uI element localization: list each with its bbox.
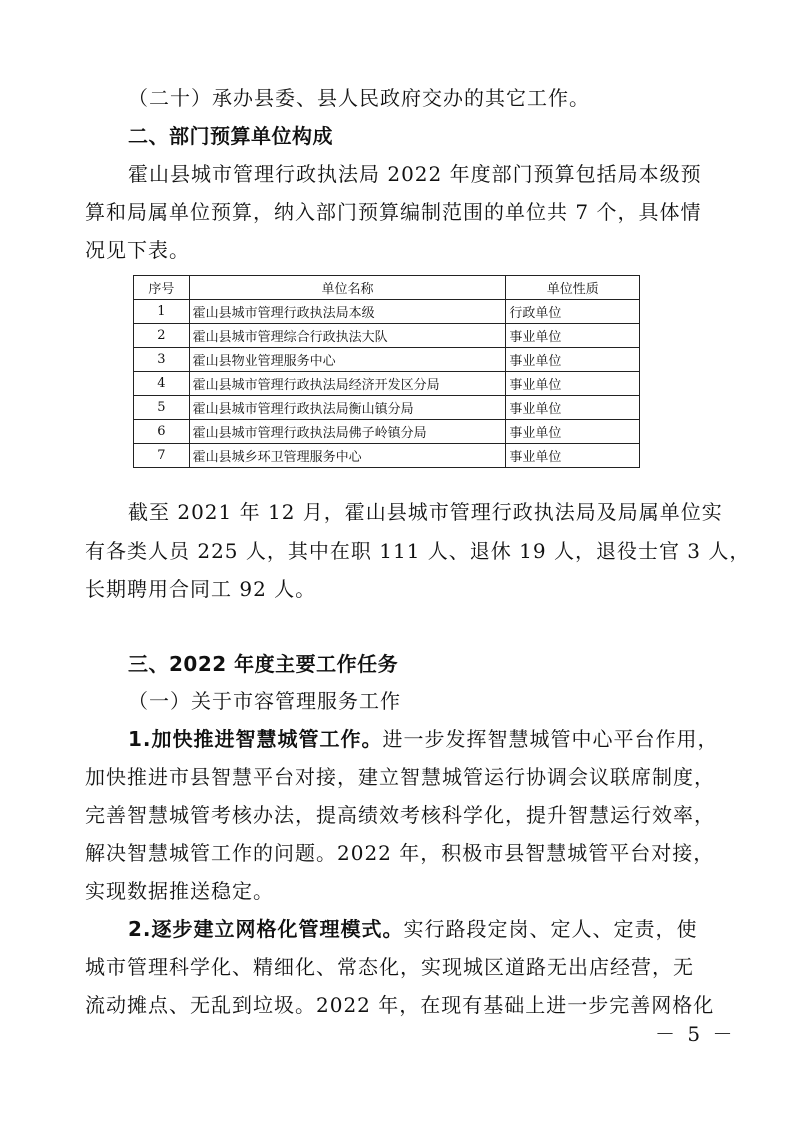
row-number: 7 (134, 444, 190, 468)
row-number: 5 (134, 396, 190, 420)
unit-type: 事业单位 (506, 348, 640, 372)
paragraph-line: 流动摊点、无乱到垃圾。2022 年，在现有基础上进一步完善网格化 (85, 993, 715, 1017)
row-number: 3 (134, 348, 190, 372)
column-header-type: 单位性质 (506, 276, 640, 300)
unit-name: 霍山县城市管理综合行政执法大队 (189, 324, 506, 348)
unit-type: 事业单位 (506, 444, 640, 468)
unit-name: 霍山县城市管理行政执法局佛子岭镇分局 (189, 420, 506, 444)
paragraph-line: 算和局属单位预算，纳入部门预算编制范围的单位共 7 个，具体情 (85, 200, 702, 224)
unit-name: 霍山县物业管理服务中心 (189, 348, 506, 372)
table-row (134, 420, 640, 444)
unit-type: 事业单位 (506, 420, 640, 444)
table-row (134, 372, 640, 396)
paragraph-line: 解决智慧城管工作的问题。2022 年，积极市县智慧城管平台对接， (85, 841, 715, 865)
section-heading-3: 三、2022 年度主要工作任务 (128, 652, 399, 676)
column-header-name: 单位名称 (189, 276, 506, 300)
table-row (134, 396, 640, 420)
row-number: 1 (134, 300, 190, 324)
unit-name: 霍山县城市管理行政执法局衡山镇分局 (189, 396, 506, 420)
unit-type: 行政单位 (506, 300, 640, 324)
row-number: 2 (134, 324, 190, 348)
paragraph-line: 霍山县城市管理行政执法局 2022 年度部门预算包括局本级预 (128, 162, 702, 186)
column-header-no: 序号 (134, 276, 190, 300)
table-row (134, 324, 640, 348)
unit-type: 事业单位 (506, 372, 640, 396)
unit-type: 事业单位 (506, 324, 640, 348)
item-1-text: 进一步发挥智慧城管中心平台作用， (382, 727, 719, 751)
unit-name: 霍山县城乡环卫管理服务中心 (189, 444, 506, 468)
table-row (134, 348, 640, 372)
row-number: 4 (134, 372, 190, 396)
paragraph-line (128, 727, 728, 751)
page-number: － 5 － (655, 1022, 736, 1046)
paragraph-item-20: （二十）承办县委、县人民政府交办的其它工作。 (128, 86, 590, 110)
row-number: 6 (134, 420, 190, 444)
item-2-text: 实行路段定岗、定人、定责，使 (403, 917, 698, 941)
item-1-title: 1.加快推进智慧城管工作。 (128, 727, 383, 751)
paragraph-line: 加快推进市县智慧平台对接，建立智慧城管运行协调会议联席制度， (85, 765, 715, 789)
unit-type: 事业单位 (506, 396, 640, 420)
paragraph-line: 况见下表。 (85, 238, 190, 262)
paragraph-line: 城市管理科学化、精细化、常态化，实现城区道路无出店经营，无 (85, 955, 694, 979)
unit-name: 霍山县城市管理行政执法局经济开发区分局 (189, 372, 506, 396)
unit-name: 霍山县城市管理行政执法局本级 (189, 300, 506, 324)
subsection-heading-1: （一）关于市容管理服务工作 (128, 689, 401, 713)
paragraph-line (128, 917, 728, 941)
table-header-row (134, 276, 640, 300)
paragraph-line: 完善智慧城管考核办法，提高绩效考核科学化，提升智慧运行效率， (85, 803, 715, 827)
paragraph-line: 实现数据推送稳定。 (85, 879, 274, 903)
paragraph-line: 长期聘用合同工 92 人。 (85, 577, 317, 601)
budget-units-table (133, 275, 640, 468)
item-2-title: 2.逐步建立网格化管理模式。 (128, 917, 404, 941)
table-row (134, 300, 640, 324)
table-row (134, 444, 640, 468)
section-heading-2: 二、部门预算单位构成 (128, 124, 333, 148)
paragraph-line: 有各类人员 225 人，其中在职 111 人、退休 19 人，退役士官 3 人， (85, 539, 751, 563)
paragraph-line: 截至 2021 年 12 月，霍山县城市管理行政执法局及局属单位实 (128, 500, 723, 524)
